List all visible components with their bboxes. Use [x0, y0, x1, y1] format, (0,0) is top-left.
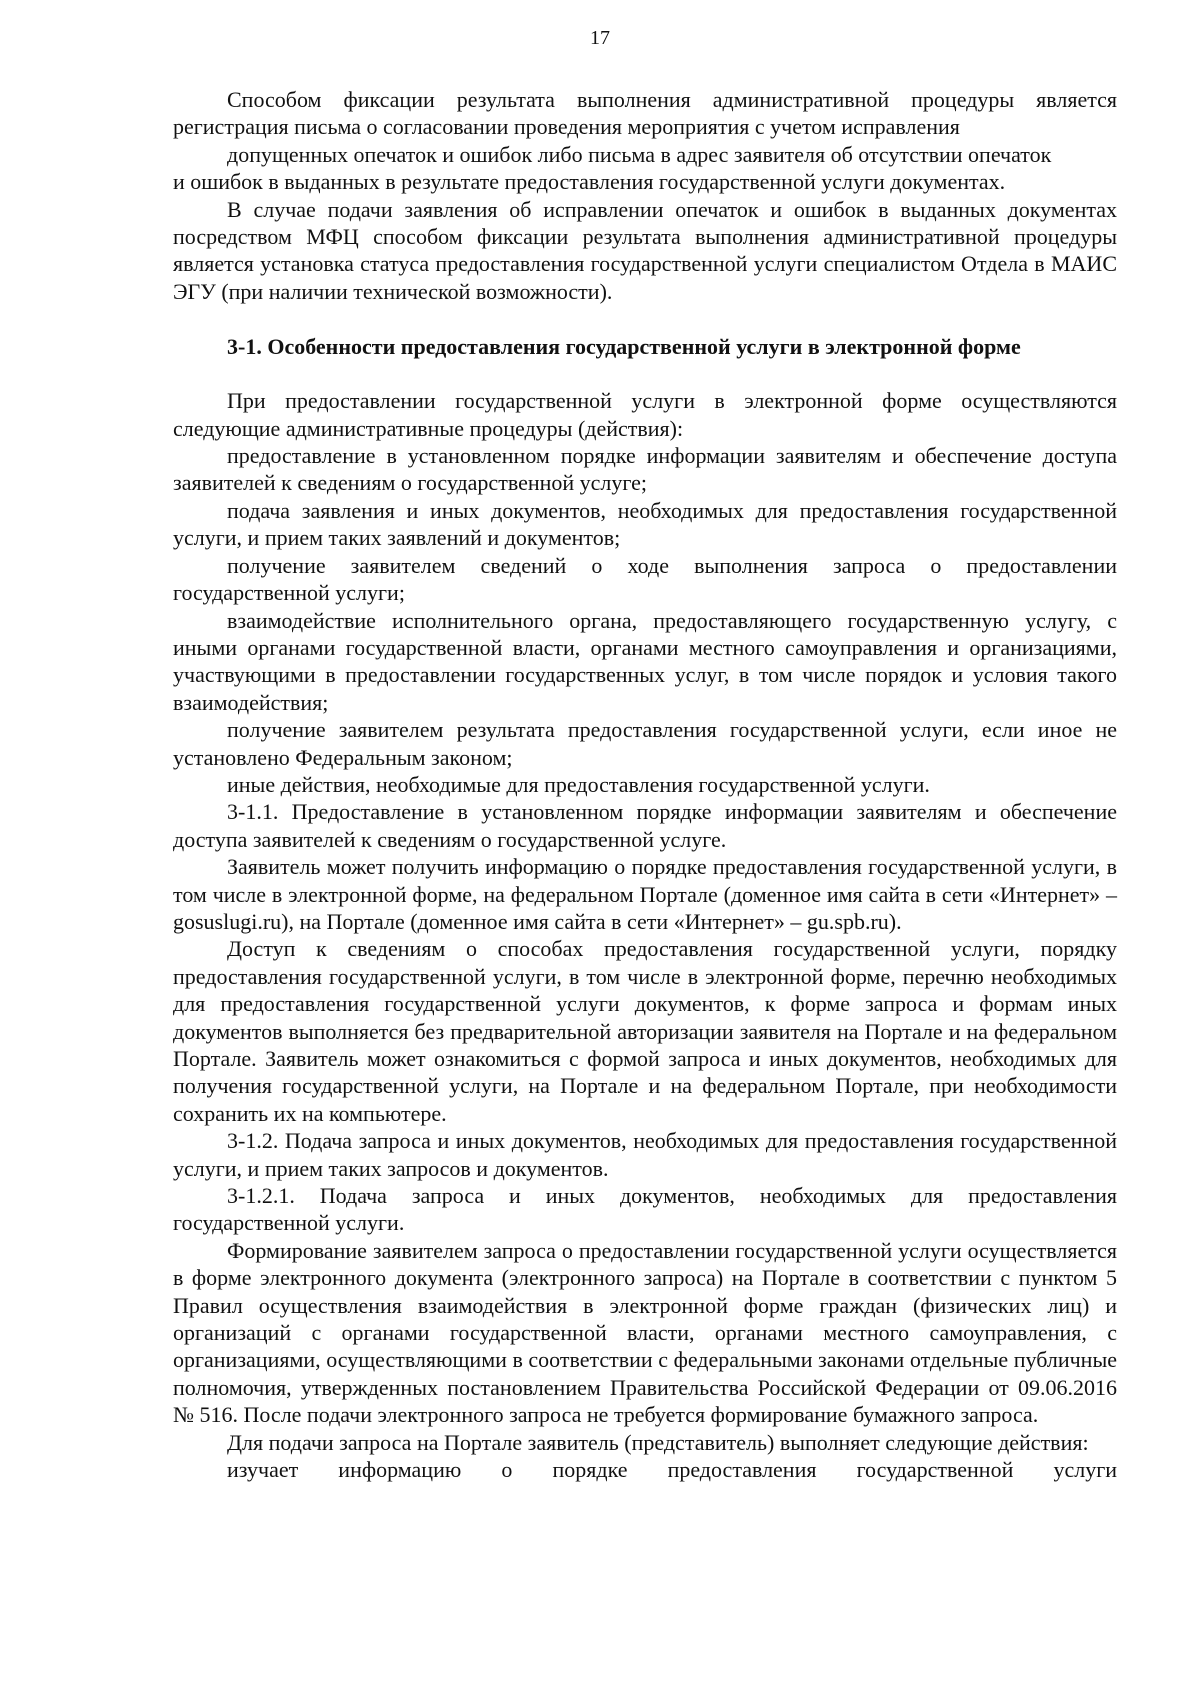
paragraph: взаимодействие исполнительного органа, предоставляющего государственную услугу, с иными органами государственной власти, органами местного самоуправления и организациями, участвующими в предоставлении государственных услуг, в том числе порядок и условия такого взаимодействия; — [173, 607, 1117, 715]
paragraph: При предоставлении государственной услуги в электронной форме осуществляются следующие административные процедуры (действия): — [173, 388, 1117, 441]
paragraph: В случае подачи заявления об исправлении опечаток и ошибок в выданных документах посредством МФЦ способом фиксации результата выполнения административной процедуры является установка статуса предоставления государственной услуги специалистом Отдела в МАИС ЭГУ (при наличии технической возможности). — [173, 196, 1117, 304]
paragraph: Формирование заявителем запроса о предоставлении государственной услуги осуществляется в форме электронного документа (электронного запроса) на Портале в соответствии с пунктом 5 Правил осуществления взаимодействия в электронной форме граждан (физических лиц) и организаций с органами государственной власти, органами местного самоуправления, с организациями, осуществляющими в соответствии с федеральными законами отдельные публичные полномочия, утвержденных постановлением Правительства Российской Федерации от 09.06.2016 № 516. После подачи электронного запроса не требуется формирование бумажного запроса. — [173, 1237, 1117, 1428]
paragraph: предоставление в установленном порядке информации заявителям и обеспечение доступа заявителей к сведениям о государственной услуге; — [173, 443, 1117, 496]
paragraph: иные действия, необходимые для предоставления государственной услуги. — [227, 771, 930, 797]
paragraph: и ошибок в выданных в результате предоставления государственной услуги документах. — [173, 169, 1006, 195]
paragraph: получение заявителем результата предоставления государственной услуги, если иное не установлено Федеральным законом; — [173, 717, 1117, 770]
paragraph: 3-1.2. Подача запроса и иных документов, необходимых для предоставления государственной услуги, и прием таких запросов и документов. — [173, 1128, 1117, 1181]
paragraph: Заявитель может получить информацию о порядке предоставления государственной услуги, в том числе в электронной форме, на федеральном Портале (доменное имя сайта в сети «Интернет» – gosuslugi.ru), на Портале (доменное имя сайта в сети «Интернет» – gu.spb.ru). — [173, 854, 1117, 934]
paragraph: подача заявления и иных документов, необходимых для предоставления государственной услуги, и прием таких заявлений и документов; — [173, 497, 1117, 551]
paragraph: 3-1.1. Предоставление в установленном порядке информации заявителям и обеспечение доступа заявителей к сведениям о государственной услуге. — [173, 799, 1117, 852]
paragraph: 3-1.2.1. Подача запроса и иных документов, необходимых для предоставления государственной услуги. — [173, 1183, 1117, 1236]
paragraph: Способом фиксации результата выполнения административной процедуры является регистрация письма о согласовании проведения мероприятия с учетом исправления — [173, 87, 1117, 140]
section-heading: 3-1. Особенности предоставления государственной услуги в электронной форме — [227, 334, 1021, 360]
paragraph: получение заявителем сведений о ходе выполнения запроса о предоставлении государственной услуги; — [173, 552, 1117, 606]
paragraph-last-line: изучает информацию о порядке предоставления государственной услуги — [227, 1457, 1117, 1483]
document-body — [173, 86, 1117, 1484]
paragraph: допущенных опечаток и ошибок либо письма в адрес заявителя об отсутствии опечаток — [227, 141, 1052, 167]
paragraph: Для подачи запроса на Портале заявитель (представитель) выполняет следующие действия: — [227, 1429, 1089, 1455]
paragraph: Доступ к сведениям о способах предоставления государственной услуги, порядку предоставления государственной услуги, в том числе в электронной форме, перечню необходимых для предоставления государственной услуги документов, к форме запроса и формам иных документов выполняется без предварительной авторизации заявителя на Портале и на федеральном Портале. Заявитель может ознакомиться с формой запроса и иных документов, необходимых для получения государственной услуги, на Портале и на федеральном Портале, при необходимости сохранить их на компьютере. — [173, 936, 1117, 1126]
page-number: 17 — [590, 27, 610, 49]
